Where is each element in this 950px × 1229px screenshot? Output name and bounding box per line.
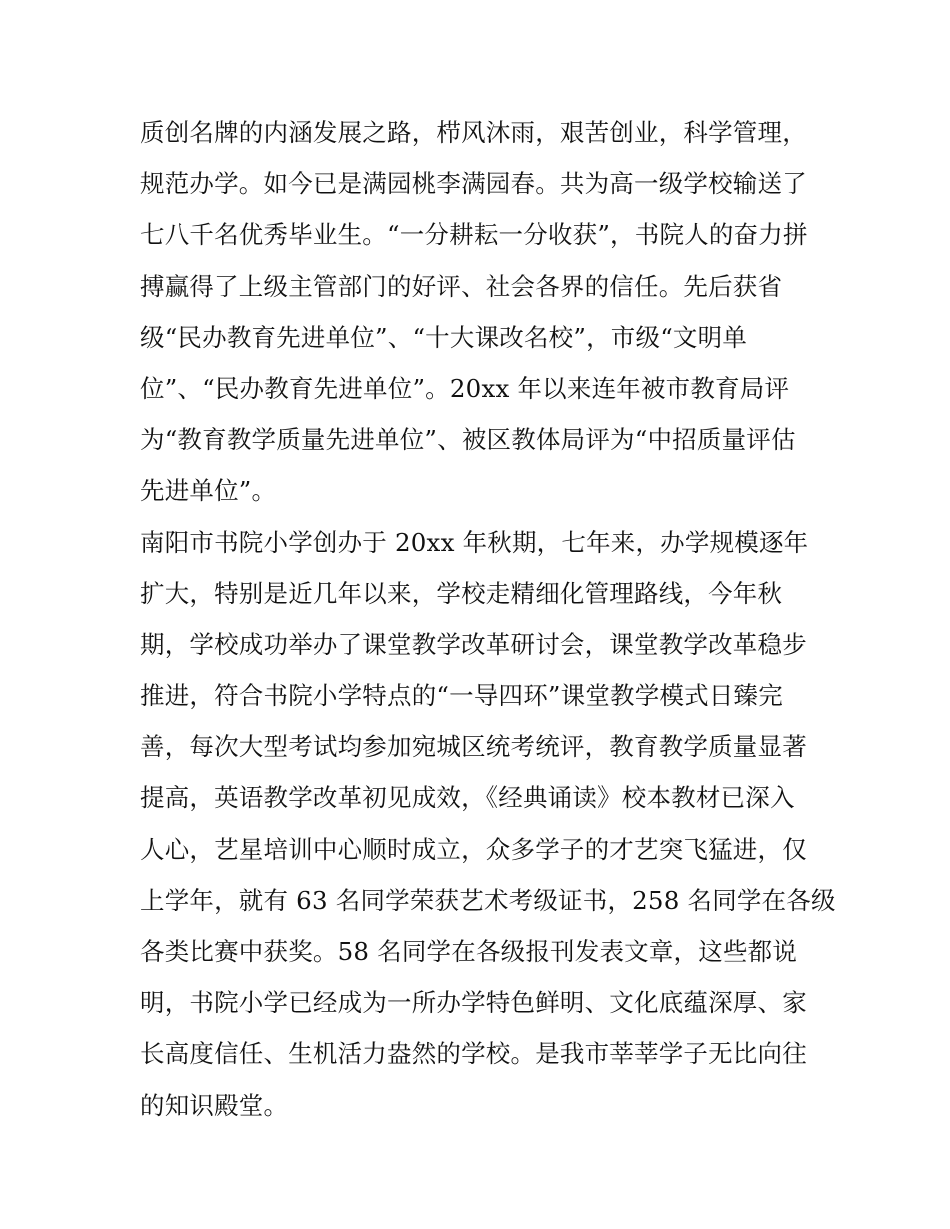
text-line: 推进，符合书院小学特点的“一导四环”课堂教学模式日臻完 (140, 681, 783, 711)
text-line: 提高，英语教学改革初见成效，《经典诵读》校本教材已深入 (140, 783, 795, 813)
text-line: 扩大，特别是近几年以来，学校走精细化管理路线，今年秋 (140, 578, 783, 608)
text-line: 各类比赛中获奖。58 名同学在各级报刊发表文章，这些都说 (140, 937, 798, 966)
text-line: 长高度信任、生机活力盎然的学校。是我市莘莘学子无比向往 (140, 1039, 807, 1069)
text-line: 为“教育教学质量先进单位”、被区教体局评为“中招质量评估 (140, 425, 796, 455)
text-line: 期，学校成功举办了课堂教学改革研讨会，课堂教学改革稳步 (140, 629, 807, 659)
text-line: 七八千名优秀毕业生。“一分耕耘一分收获”，书院人的奋力拼 (140, 220, 808, 250)
text-line: 位”、“民办教育先进单位”。20xx 年以来连年被市教育局评 (140, 373, 790, 403)
text-line: 搏赢得了上级主管部门的好评、社会各界的信任。先后获省 (140, 271, 783, 301)
text-line: 规范办学。如今已是满园桃李满园春。共为高一级学校输送了 (140, 169, 807, 199)
text-line: 人心，艺星培训中心顺时成立，众多学子的才艺突飞猛进，仅 (140, 834, 807, 864)
text-line: 质创名牌的内涵发展之路，栉风沐雨，艰苦创业，科学管理， (140, 118, 807, 147)
text-line: 善，每次大型考试均参加宛城区统考统评，教育教学质量显著 (140, 732, 807, 762)
text-line: 先进单位”。 (140, 476, 277, 506)
text-line: 南阳市书院小学创办于 20xx 年秋期，七年来，办学规模逐年 (140, 527, 809, 557)
text-line: 的知识殿堂。 (140, 1090, 289, 1120)
text-line: 上学年，就有 63 名同学荣获艺术考级证书，258 名同学在各级 (140, 885, 836, 915)
body-text (140, 107, 836, 1131)
text-line: 级“民办教育先进单位”、“十大课改名校”，市级“文明单 (140, 322, 748, 352)
text-line: 明，书院小学已经成为一所办学特色鲜明、文化底蕴深厚、家 (140, 988, 807, 1018)
